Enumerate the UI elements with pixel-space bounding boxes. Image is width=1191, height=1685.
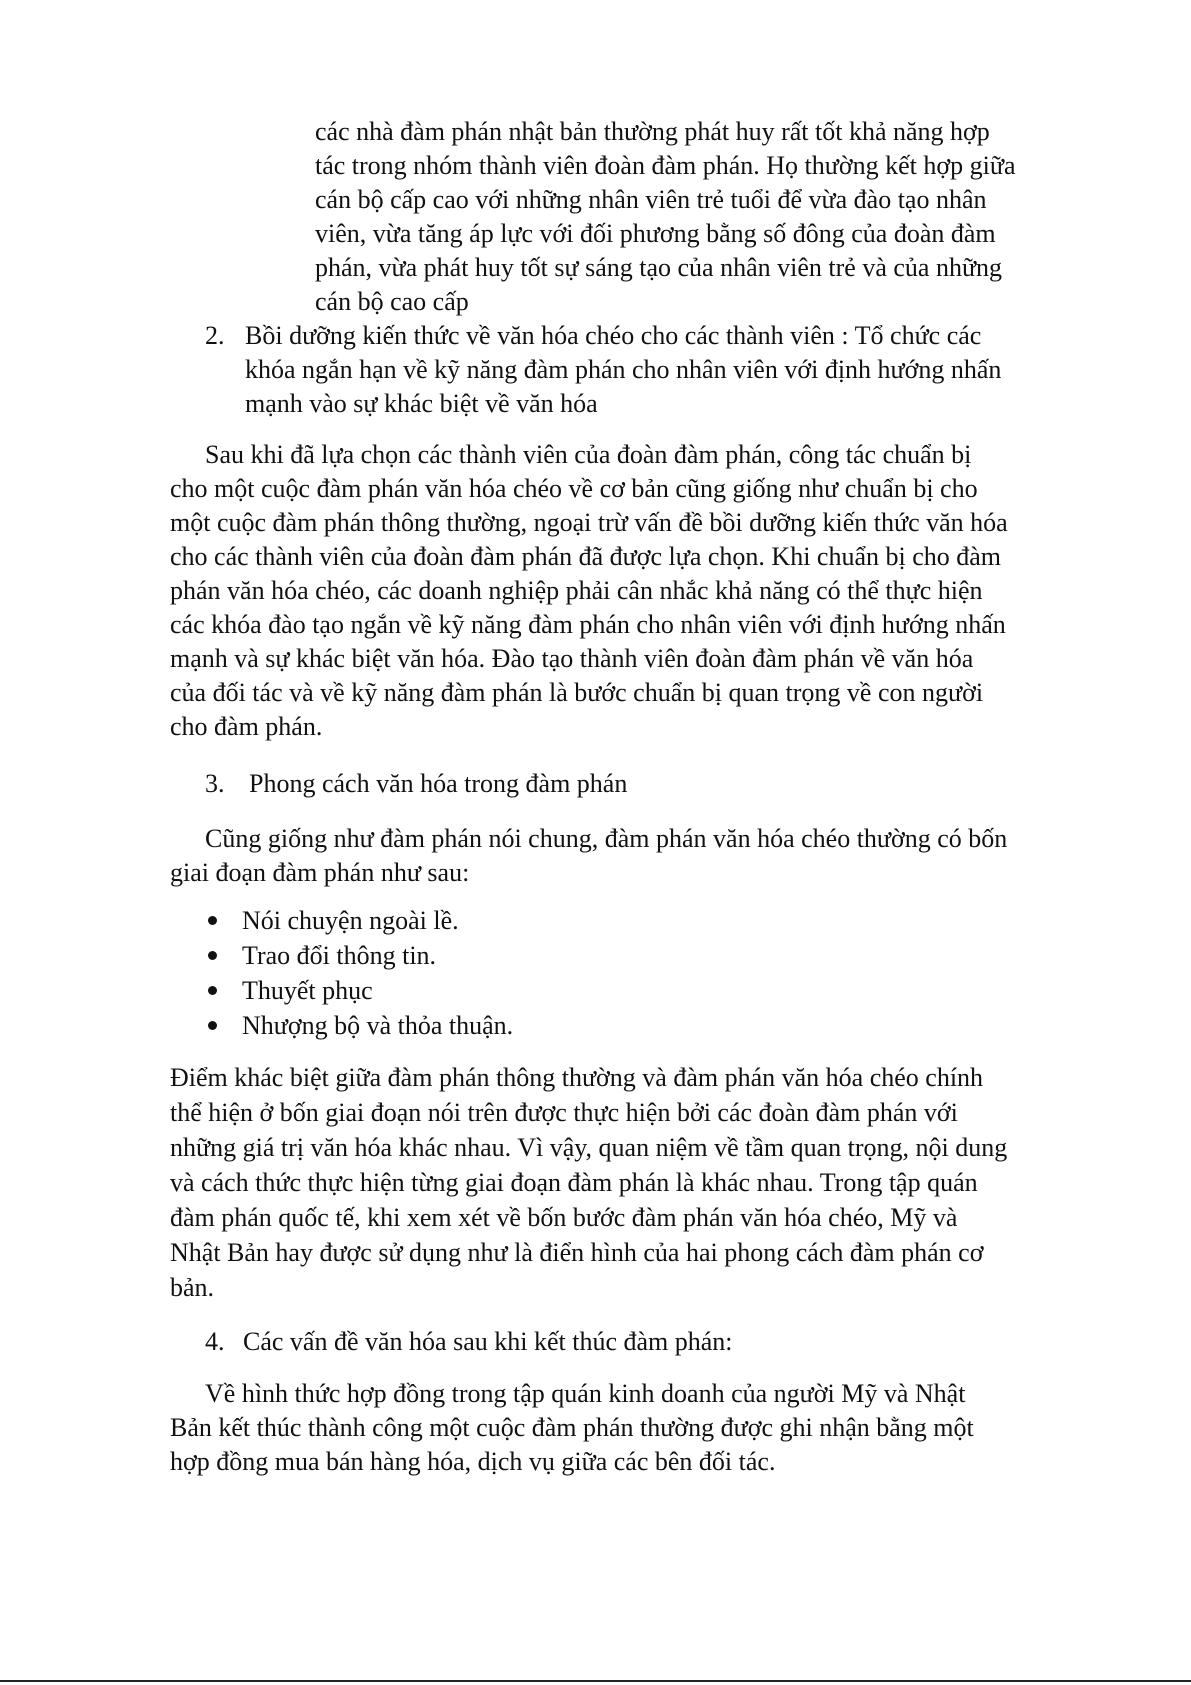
paragraph-line: thể hiện ở bốn giai đoạn nói trên được thực hiện bởi các đoàn đàm phán với: [170, 1098, 958, 1127]
paragraph-line: hợp đồng mua bán hàng hóa, dịch vụ giữa các bên đối tác.: [170, 1447, 776, 1476]
paragraph-line: Bản kết thúc thành công một cuộc đàm phán thường được ghi nhận bằng một: [170, 1413, 974, 1442]
paragraph-line: cho một cuộc đàm phán văn hóa chéo về cơ bản cũng giống như chuẩn bị cho: [170, 474, 978, 503]
page-bottom-rule: [0, 1680, 1191, 1682]
section-number: 4.: [205, 1327, 225, 1356]
paragraph-line: cho đàm phán.: [170, 712, 323, 741]
paragraph-line: các khóa đào tạo ngắn về kỹ năng đàm phán cho nhân viên với định hướng nhấn: [170, 610, 1006, 639]
paragraph-line: đàm phán quốc tế, khi xem xét về bốn bước đàm phán văn hóa chéo, Mỹ và: [170, 1203, 958, 1232]
section-number: 3.: [205, 769, 225, 798]
paragraph-line: bản.: [170, 1273, 215, 1302]
list-item-line: Bồi dưỡng kiến thức về văn hóa chéo cho các thành viên : Tổ chức các: [245, 321, 982, 350]
paragraph-line: một cuộc đàm phán thông thường, ngoại trừ vấn đề bồi dưỡng kiến thức văn hóa: [170, 508, 1008, 537]
bullet-item: Trao đổi thông tin.: [242, 941, 437, 970]
list-item-line: khóa ngắn hạn về kỹ năng đàm phán cho nhân viên với định hướng nhấn: [245, 355, 1002, 384]
paragraph-line: mạnh và sự khác biệt văn hóa. Đào tạo thành viên đoàn đàm phán về văn hóa: [170, 644, 974, 673]
bullet-dot: [208, 986, 217, 995]
bullet-dot: [208, 1021, 217, 1030]
continuation-line: các nhà đàm phán nhật bản thường phát huy rất tốt khả năng hợp: [315, 117, 990, 146]
paragraph-line: phán văn hóa chéo, các doanh nghiệp phải cân nhắc khả năng có thể thực hiện: [170, 576, 983, 605]
bullet-item: Thuyết phục: [242, 976, 373, 1005]
continuation-line: cán bộ cao cấp: [315, 287, 469, 316]
paragraph-line: cho các thành viên của đoàn đàm phán đã được lựa chọn. Khi chuẩn bị cho đàm: [170, 542, 1002, 571]
continuation-line: cán bộ cấp cao với những nhân viên trẻ tuổi để vừa đào tạo nhân: [315, 185, 987, 214]
paragraph-line: Cũng giống như đàm phán nói chung, đàm phán văn hóa chéo thường có bốn: [205, 824, 1008, 853]
bullet-dot: [208, 916, 217, 925]
paragraph-line: Điểm khác biệt giữa đàm phán thông thường và đàm phán văn hóa chéo chính: [170, 1063, 984, 1092]
bullet-dot: [208, 951, 217, 960]
paragraph-line: của đối tác và về kỹ năng đàm phán là bước chuẩn bị quan trọng về con người: [170, 678, 984, 707]
section-heading: Phong cách văn hóa trong đàm phán: [249, 769, 628, 798]
continuation-line: phán, vừa phát huy tốt sự sáng tạo của nhân viên trẻ và của những: [315, 253, 1003, 282]
bullet-item: Nhượng bộ và thỏa thuận.: [242, 1011, 514, 1040]
paragraph-line: Về hình thức hợp đồng trong tập quán kinh doanh của người Mỹ và Nhật: [205, 1379, 966, 1408]
list-number: 2.: [205, 321, 225, 350]
paragraph-line: giai đoạn đàm phán như sau:: [170, 858, 470, 887]
paragraph-line: Nhật Bản hay được sử dụng như là điển hình của hai phong cách đàm phán cơ: [170, 1238, 984, 1267]
continuation-line: viên, vừa tăng áp lực với đối phương bằng số đông của đoàn đàm: [315, 219, 996, 248]
section-heading: Các vấn đề văn hóa sau khi kết thúc đàm phán:: [243, 1327, 733, 1356]
paragraph-line: những giá trị văn hóa khác nhau. Vì vậy, quan niệm về tầm quan trọng, nội dung: [170, 1133, 1008, 1162]
continuation-line: tác trong nhóm thành viên đoàn đàm phán. Họ thường kết hợp giữa: [315, 151, 1016, 180]
paragraph-line: và cách thức thực hiện từng giai đoạn đàm phán là khác nhau. Trong tập quán: [170, 1168, 978, 1197]
list-item-line: mạnh vào sự khác biệt về văn hóa: [245, 389, 598, 418]
paragraph-line: Sau khi đã lựa chọn các thành viên của đoàn đàm phán, công tác chuẩn bị: [205, 440, 972, 469]
bullet-item: Nói chuyện ngoài lề.: [242, 906, 459, 935]
